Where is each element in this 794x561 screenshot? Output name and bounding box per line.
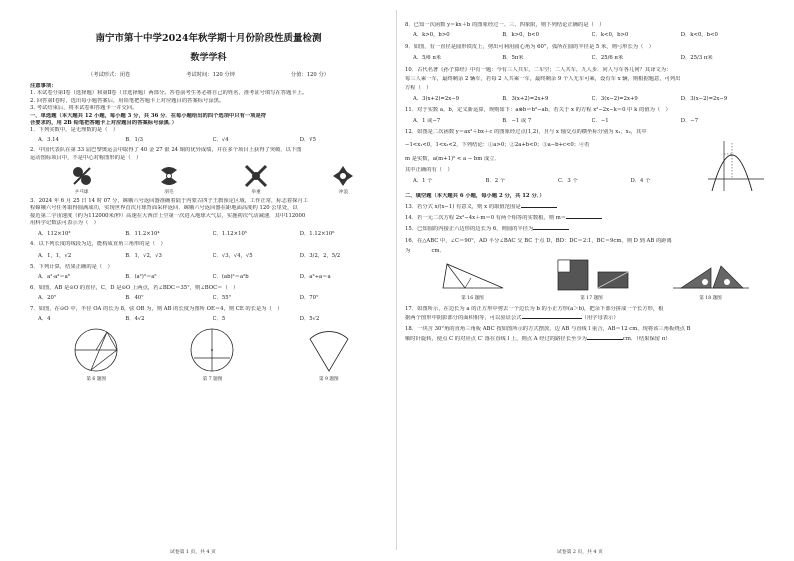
figure-caption: 第 16 题图 — [461, 295, 484, 301]
question-3-cont-1: 程嫦娥六号任务取得圆满成功，实现世界首次月球背面采样返回．嫦娥六号返回器在距地面高度约 120 公里处，以 — [30, 205, 298, 212]
exam-time: 考试时间：120 分钟 — [186, 72, 235, 78]
question-16: 16．在△ABC 中，∠C＝90°，AD 平分∠BAC 交 BC 于点 D，BD：DC＝2:1，BC＝9cm，则 D 到 AB 的距离 — [405, 237, 672, 244]
question-13 — [405, 204, 770, 211]
answer-blank[interactable] — [587, 339, 623, 340]
exam-title: 南宁市第十中学2024年秋学期十月份阶段性质量检测 — [95, 33, 322, 44]
option: B．5π米 — [502, 55, 524, 62]
notes-title: 注意事项： — [30, 83, 57, 89]
question-10-cont-2: 方程（ ） — [405, 85, 432, 92]
question-17-hint: （用字母表示） — [581, 314, 619, 321]
note-3: 3. 考试结束后，将本试卷和答题卡一并交回。 — [30, 105, 138, 112]
question-18-unit: cm．（结果保留 π） — [622, 335, 671, 342]
answer-blank[interactable] — [521, 207, 557, 208]
surfing-figure — [300, 164, 387, 195]
option: C．55° — [212, 295, 232, 302]
question-10-cont-1: 每三人乘一车，最终剩余 2 辆车，若每 2 人共乘一车，最终剩余 9 个人无车可乘，设有车 x 辆，则根据题意，可列出 — [405, 76, 681, 83]
question-10: 10．古代名著《孙子算经》中有一题：今有三人共车，二车空；二人共车，九人步．问人与车各几何？其译文为： — [405, 66, 672, 73]
question-13-text: 13．若分式 x/(x−1) 有意义，则 x 的取值范围是 — [405, 203, 521, 210]
option: C．25/6 π米 — [591, 55, 624, 62]
question-12-block — [405, 129, 770, 185]
exam-meta — [30, 70, 387, 78]
surfing-icon — [331, 164, 355, 188]
pingpong-figure — [38, 164, 125, 195]
option: D．3/2，2，5/2 — [299, 252, 341, 259]
option: A．20° — [38, 295, 57, 302]
figure-q16 — [413, 258, 532, 301]
option: A．5/6 π米 — [413, 55, 442, 62]
figure-caption: 第 7 题图 — [202, 377, 223, 383]
question-5: 5．下列计算，结果正确的是（ ） — [30, 263, 113, 270]
question-14-text: 14．若一元二次方程 2x²−4x＋m＝0 有两个相等的实数根，则 m＝ — [405, 214, 567, 221]
option: D．1.12×10⁶ — [299, 230, 335, 237]
exam-form: （考试形式：闭卷 — [87, 72, 131, 78]
answer-blank[interactable] — [522, 318, 582, 319]
question-17-text: 据两个图形中阴影部分的面积相等，可以验证公式 — [405, 314, 522, 321]
question-11-options — [413, 118, 770, 125]
figure-caption: 羽毛 — [164, 190, 174, 196]
question-14 — [405, 215, 770, 222]
option: A．k>0，b>0 — [413, 32, 450, 39]
option: A．3(x+2)=2x−9 — [413, 95, 460, 102]
question-11: 11．对于实数 a，b，定义新运算，规则如下：a⊗b＝b²−ab，若关于 x 的方程 x²−2x−k＝0 中 k 的值为（ ） — [405, 107, 671, 114]
question-7: 7．如图，在⊙O 中，半径 OA 的长为 8，弦 OB 为，则 AB 的长度为图所 OE＝4，则 CE 的长是为（ ） — [30, 305, 283, 312]
parabola-graph-q12 — [706, 139, 766, 193]
square-diagram-q17 — [552, 258, 632, 294]
exam-score: 分值：120 分） — [290, 72, 330, 78]
pingpong-icon — [70, 164, 94, 188]
section-2-heading: 二、填空题（本大题共 6 小题，每小题 2 分，共 12 分．） — [405, 193, 545, 200]
answer-blank[interactable] — [566, 218, 602, 219]
option: A．1 个 — [413, 177, 433, 184]
page-right — [397, 0, 794, 561]
triangle-diagram-q16 — [433, 258, 513, 294]
exam-subject: 数学学科 — [190, 53, 227, 63]
badminton-figure — [125, 164, 212, 195]
option: C．k<0，b>0 — [591, 32, 629, 39]
sector-diagram-q9 — [300, 325, 358, 375]
question-9-options — [413, 55, 770, 62]
option: C．√3，√4，√5 — [212, 252, 253, 259]
question-12-cont-3: 其中正确的有（ ） — [405, 167, 453, 174]
question-12-cont-2: m 是实数，a(m+1)² < a − bm 成立． — [405, 155, 500, 162]
question-12: 12．如图是二次函数 y＝ax²＋bx＋c 的图象经过点(1,2)，且与 x 轴交点的横坐标分别为 x₁，x₂，其中 — [405, 129, 647, 136]
option: A．a²·a³＝a⁶ — [38, 274, 70, 281]
question-6-options — [38, 295, 387, 302]
option: A．1，1，√2 — [38, 252, 72, 259]
option: C．3(x−2)=2x+9 — [591, 95, 638, 102]
section-1-heading-cont: 合要求的，用 2B 铅笔把答题卡上对应题目的答案标号涂黑．） — [30, 120, 177, 127]
question-4-options — [38, 253, 387, 260]
figure-caption: 举重 — [251, 190, 261, 196]
figure-caption: 冲浪 — [338, 190, 348, 196]
badminton-icon — [157, 164, 181, 188]
question-16-cont: 为 cm． — [405, 248, 445, 255]
option: D．a²÷a＝a — [299, 274, 331, 281]
option: D．5√2 — [299, 315, 320, 322]
question-2-figures — [38, 164, 387, 195]
question-12-options — [413, 178, 703, 185]
answer-blank[interactable] — [533, 229, 569, 230]
option: A．1 或−7 — [413, 117, 441, 124]
option: D．−7 — [680, 117, 699, 124]
figure-caption: 第 9 题图 — [319, 377, 339, 383]
option: C．−1 — [591, 117, 609, 124]
question-3: 3．2024 年 6 月 25 日 14 时 07 分，嫦娥六号返回器准确着陆于内蒙古四子王旗预定区域，工作正常，标志着探月工 — [30, 198, 309, 205]
option: B．11.2×10⁴ — [125, 230, 160, 237]
note-1: 1. 本试卷分第Ⅰ卷（选择题）和第Ⅱ卷（非选择题）两部分。答卷前考生务必将自己的姓名、准考证号填写在答题卡上。 — [30, 90, 308, 97]
option: C．(ab)²＝a²b — [212, 274, 249, 281]
option: B．(a²)³＝a⁵ — [125, 274, 157, 281]
option: B．40° — [125, 295, 144, 302]
figure-q17 — [532, 258, 651, 301]
geometry-figures-right — [413, 258, 770, 301]
option: B．−1 或 7 — [502, 117, 532, 124]
option: B．3(x+2)=2x+9 — [502, 95, 549, 102]
question-3-cont-2: 接近第二宇宙速度（约为112000米/秒）高速在大西洋上空第一次进入地球大气层，实施初次气动减速．其中112000 — [30, 212, 306, 219]
question-3-options — [38, 231, 387, 238]
figure-caption: 第 6 题图 — [86, 377, 106, 383]
question-10-options — [413, 96, 770, 103]
question-6: 6．如图，AB 是⊙O 的直径，C，D 是⊙O 上两点，若∠BDC＝35°，则∠BOC＝（ ） — [30, 284, 239, 291]
geometry-figures-left — [38, 325, 387, 382]
option: A．112×10³ — [38, 230, 71, 237]
option: B．1，√2，√3 — [125, 252, 162, 259]
question-8: 8．已知一次函数 y＝kx＋b 的图象经过一、三、四象限，则下列结论正确的是（ ） — [405, 22, 605, 28]
figure-caption: 第 17 题图 — [580, 295, 603, 301]
circle-diagram-q7 — [183, 325, 241, 375]
option: D．∛5 — [299, 136, 317, 143]
question-1-options — [38, 137, 387, 144]
option: D．k<0，b<0 — [680, 32, 718, 39]
question-8-options — [413, 32, 770, 39]
question-1: 1．下列实数中，是无理数的是（ ） — [30, 127, 119, 134]
option: C．3 个 — [558, 177, 578, 184]
question-18-text: 顺时针旋转，使点 C 的对应点 C′ 落在直线 l 上，则点 A 经过的路径长至少为 — [405, 335, 587, 342]
question-17-cont — [405, 315, 770, 322]
weightlifting-icon — [244, 164, 268, 188]
option: C．1.12×10⁵ — [212, 230, 247, 237]
question-15 — [405, 226, 770, 233]
option: A．3.14 — [38, 136, 59, 143]
figure-q18 — [651, 258, 770, 301]
option: B．4√2 — [125, 315, 145, 322]
question-4: 4．以下列长度的线段为边，能构成直角三角形的是（ ） — [30, 241, 166, 248]
question-15-text: 15．已知圆的内接正六边形的边长为 6，则圆的半径为 — [405, 226, 534, 233]
question-5-options — [38, 274, 387, 281]
question-7-options — [38, 316, 387, 323]
weightlifting-figure — [213, 164, 300, 195]
figure-q7 — [154, 325, 270, 382]
page-footer-right: 试卷第 2 页，共 4 页 — [557, 550, 603, 555]
figure-caption: 乒乓球 — [74, 190, 89, 196]
figure-caption: 第 18 题图 — [699, 295, 722, 301]
set-square-diagram-q18 — [671, 258, 751, 294]
option: C．√4 — [212, 136, 229, 143]
circle-diagram-q6 — [67, 325, 125, 375]
question-2: 2．中国代表队在第 33 届巴黎奥运会中取得了 40 金 27 银 24 铜的优异成绩，并在多个项目上获得了突破．以下图 — [30, 147, 302, 154]
question-18-cont — [405, 336, 770, 343]
question-2-cont: 运动图标项目中，不是中心对称图形的是（ ） — [30, 154, 142, 161]
option: D．4 个 — [630, 177, 651, 184]
option: D．3(x−2)=2x−9 — [680, 95, 728, 102]
figure-q9 — [271, 325, 387, 382]
option: B．2 个 — [485, 177, 506, 184]
option: B．k>0，b<0 — [502, 32, 539, 39]
note-2: 2. 回答第Ⅰ卷时，选出每小题答案后，用铅笔把答题卡上对应题目的答案标号涂黑。 — [30, 97, 225, 104]
figure-q6 — [38, 325, 154, 382]
option: D．25/3 π米 — [680, 55, 713, 62]
question-9: 9．如图，有一直径是圆形铁皮上，剪出可利用圆心角为 60°，弧所在圆的半径是 5 米，则弓形长为（ ） — [405, 43, 654, 50]
option: B．1/3 — [125, 136, 143, 143]
option: A．4 — [38, 315, 51, 322]
question-18: 18．一块含 30°角的直角三角板 ABC 按如图所示的方式摆放，边 AB 与直线 l 重合，AB＝12 cm，现将该三角板绕点 B — [405, 326, 691, 333]
option: C．5 — [212, 315, 226, 322]
option: D．70° — [299, 295, 319, 302]
question-12-cont-1: −1<x₁<0，1<x₂<2，下列结论：①a>0；②2a+b<0；③a−b+c<0；④若 — [405, 142, 590, 149]
question-3-cont-3: 用科学记数法可表示为（ ） — [30, 220, 99, 227]
section-1-heading: 一、单选题（本大题共 12 小题，每小题 3 分，共 36 分．在每小题给出的四个选项中只有一项是符 — [30, 112, 267, 119]
question-17: 17．如图所示，在边长为 a 的正方形中剪去一个边长为 b 的小正方形(a＞b)，把余下部分拼成一个长方形，根 — [405, 305, 664, 312]
page-footer-left: 试卷第 1 页，共 4 页 — [170, 550, 216, 555]
